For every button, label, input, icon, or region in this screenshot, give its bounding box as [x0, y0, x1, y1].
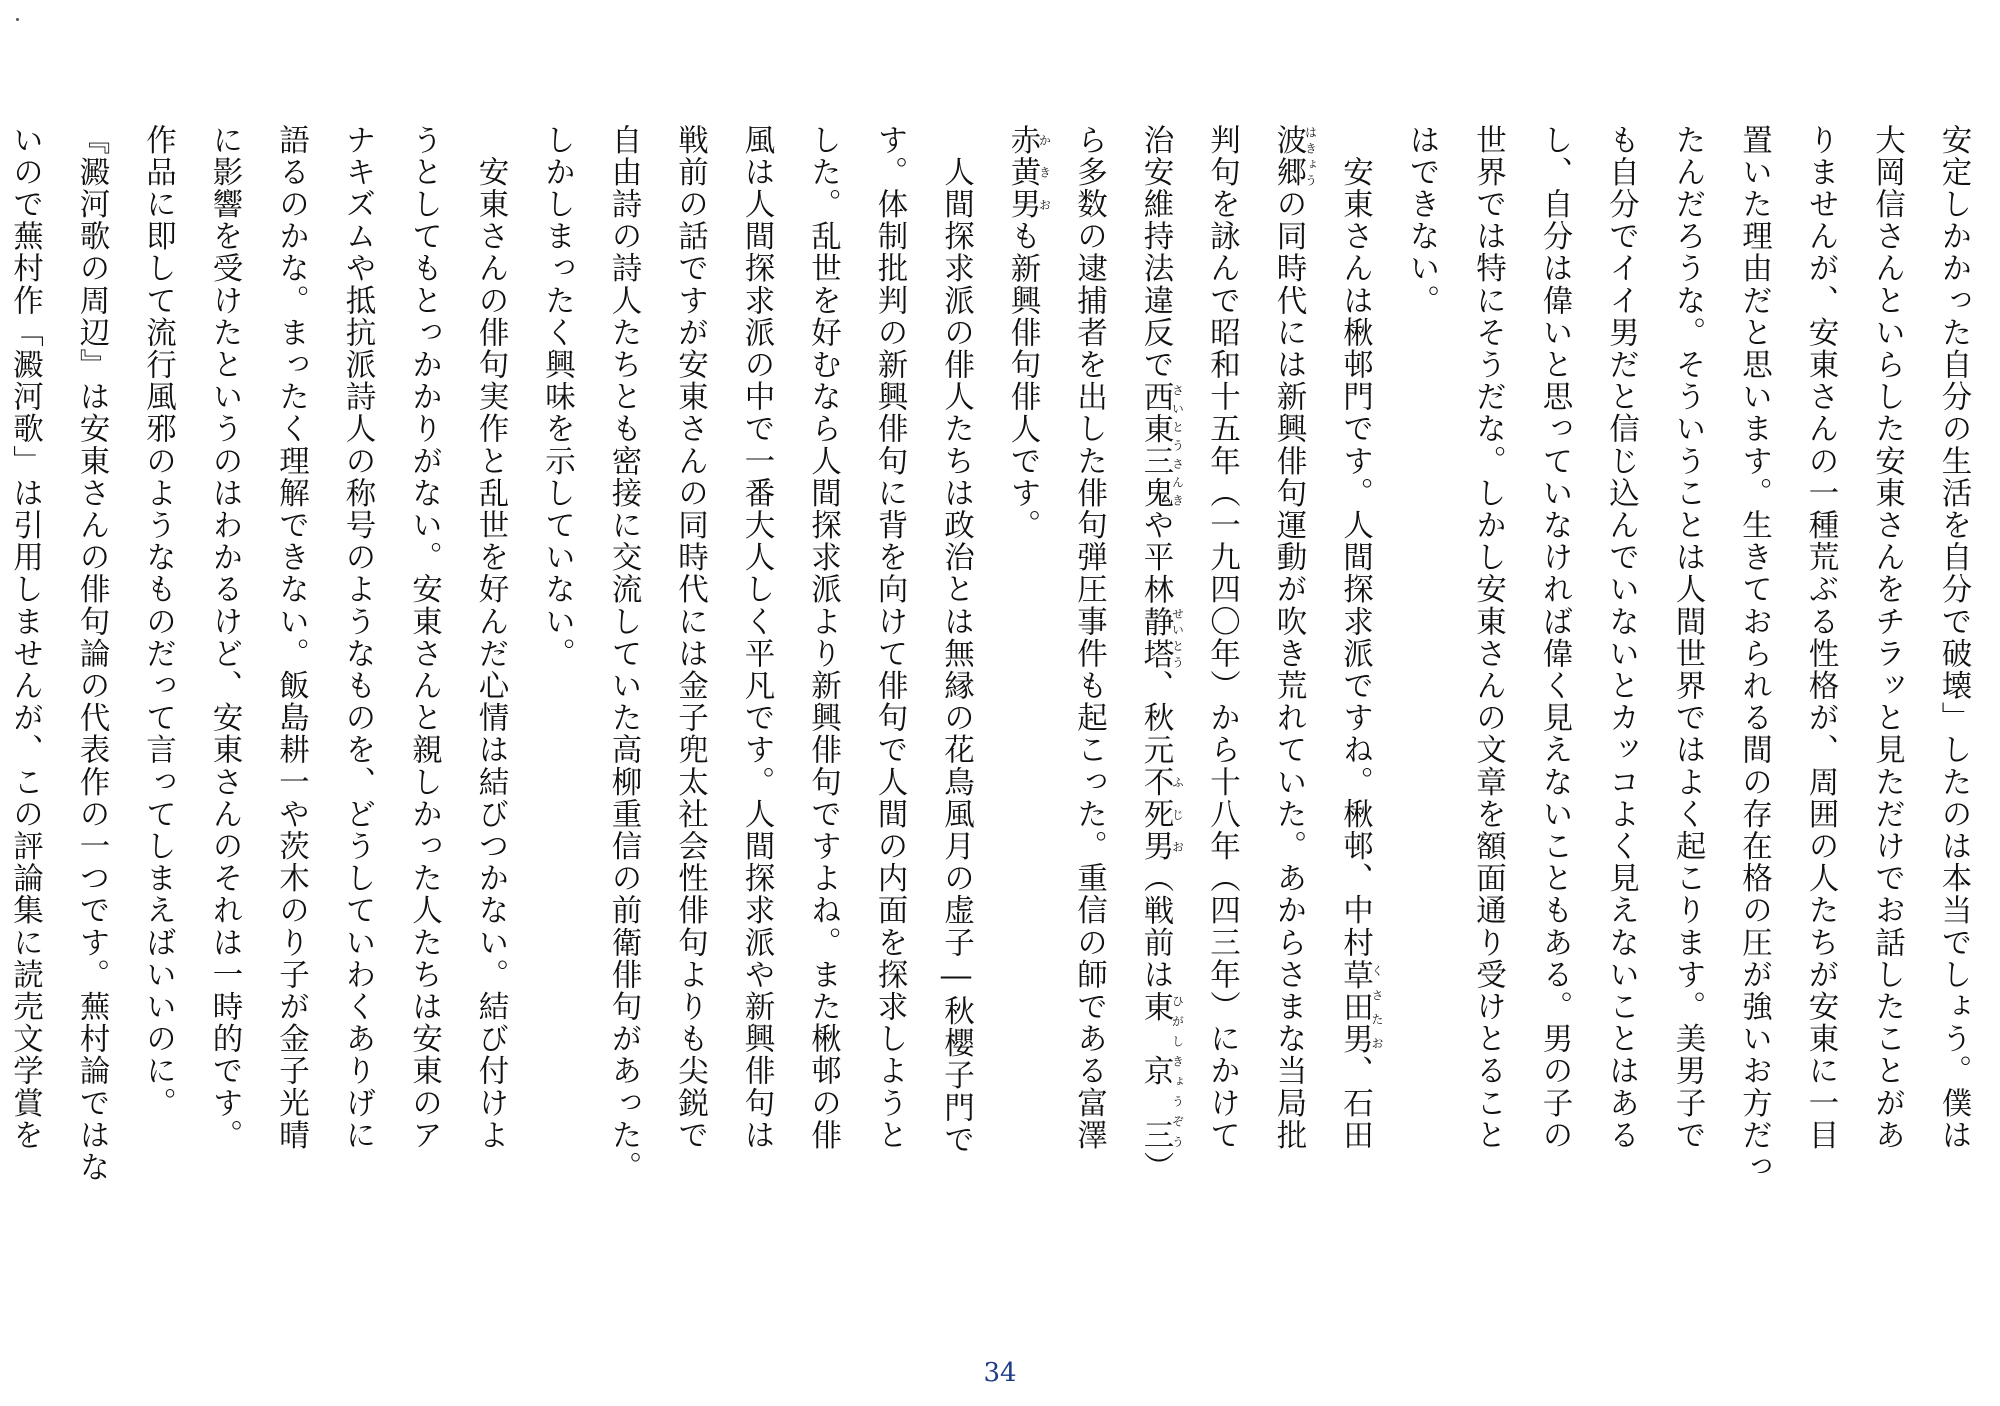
text-column: 安定しかかった自分の生活を自分で破壊」したのは本当でしょう。僕は	[1936, 124, 1971, 1152]
text-column: ナキズムや抵抗派詩人の称号のようなものを、どうしていわくありげに	[340, 124, 375, 1152]
text-column: 赤黄男かきおも新興俳句俳人です。	[1005, 124, 1052, 542]
text-column: 戦前の話ですが安東さんの同時代には金子兜太社会性俳句よりも尖鋭で	[672, 124, 708, 1152]
scan-speck	[16, 18, 19, 21]
text-column: はできない。	[1404, 124, 1439, 317]
page-number: 34	[983, 1358, 1017, 1388]
text-column: 『澱河歌の周辺』は安東さんの俳句論の代表作の一つです。蕪村論ではな	[74, 124, 109, 1184]
text-column: 安東さんの俳句実作と乱世を好んだ心情は結びつかない。結び付けよ	[473, 124, 508, 1152]
text-column: 置いた理由だと思います。生きておられる間の存在格の圧が強いお方だっ	[1736, 124, 1772, 1184]
text-column: 風は人間探求派の中で一番大人しく平凡です。人間探求派や新興俳句は	[739, 124, 774, 1152]
text-column: 人間探求派の俳人たちは政治とは無縁の花鳥風月の虚子―秋櫻子門で	[938, 124, 974, 1156]
text-column: 自由詩の詩人たちとも密接に交流していた高柳重信の前衛俳句があった。	[606, 124, 641, 1184]
text-column: し、自分は偉いと思っていなければ偉く見えないこともある。男の子の	[1537, 124, 1572, 1152]
text-column: いので蕪村作「澱河歌」は引用しませんが、この評論集に読売文学賞を	[7, 124, 43, 1152]
vertical-text-body	[0, 124, 1986, 1360]
text-column: 大岡信さんといらした安東さんをチラッと見ただけでお話したことがあ	[1869, 124, 1905, 1152]
text-column: した。乱世を好むなら人間探求派より新興俳句ですよね。また楸邨の俳	[805, 124, 841, 1152]
text-column: うとしてもとっかかりがない。安東さんと親しかった人たちは安東のア	[406, 124, 442, 1152]
text-column: 作品に即して流行風邪のようなものだって言ってしまえばいいのに。	[140, 124, 176, 1120]
text-column: も自分でイイ男だと信じ込んでいないとカッコよく見えないことはある	[1603, 124, 1639, 1152]
text-column: す。体制批判の新興俳句に背を向けて俳句で人間の内面を探求しようと	[872, 124, 907, 1152]
text-column: たんだろうな。そういうことは人間世界ではよく起こります。美男子で	[1670, 124, 1705, 1152]
text-column: 治安維持法違反で西東三鬼さいとうさんきや平林静塔せいとう、秋元不死男ふじお（戦前は東 京 三ひがしきょうぞう）	[1138, 124, 1185, 1184]
text-column: 世界では特にそうだな。しかし安東さんの文章を額面通り受けとること	[1470, 124, 1506, 1152]
text-column: 波郷はきょうの同時代には新興俳句運動が吹き荒れていた。あからさまな当局批	[1271, 124, 1318, 1152]
text-column: 判句を詠んで昭和十五年（一九四〇年）から十八年（四三年）にかけて	[1204, 124, 1240, 1152]
text-column: りませんが、安東さんの一種荒ぶる性格が、周囲の人たちが安東に一目	[1803, 124, 1838, 1152]
text-column: しかしまったく興味を示していない。	[539, 124, 575, 670]
text-column: 語るのかな。まったく理解できない。飯島耕一や茨木のり子が金子光晴	[273, 124, 309, 1152]
text-column: ら多数の逮捕者を出した俳句弾圧事件も起こった。重信の師である富澤	[1071, 124, 1107, 1152]
text-column: に影響を受けたというのはわかるけど、安東さんのそれは一時的です。	[207, 124, 242, 1152]
text-column: 安東さんは楸邨門です。人間探求派ですね。楸邨、中村草田男くさたお、石田	[1337, 124, 1384, 1152]
